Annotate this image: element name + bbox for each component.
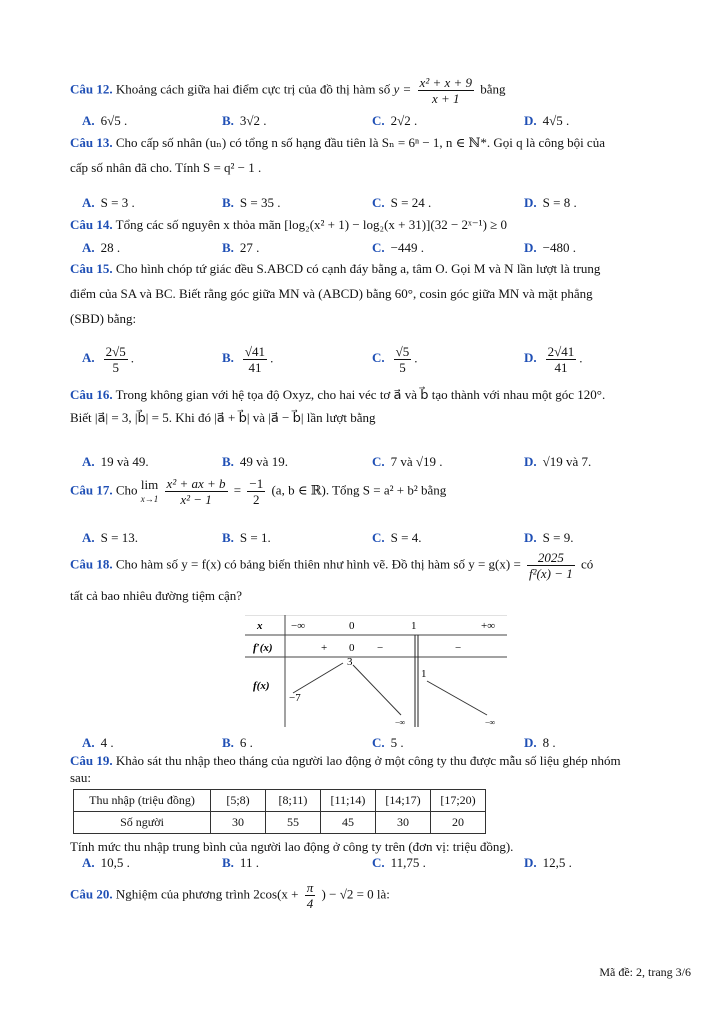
table-cell: 45 — [321, 812, 376, 834]
option-tail: . — [130, 350, 135, 366]
option-a[interactable] — [82, 735, 114, 751]
fprime-label: f′(x) — [253, 642, 273, 654]
option-b[interactable] — [222, 240, 259, 256]
option-c[interactable] — [372, 240, 424, 256]
limit-fraction — [165, 476, 228, 507]
table-cell: Số người — [74, 812, 211, 834]
fraction-denominator: 2 — [253, 492, 260, 507]
option-value: 12,5 . — [542, 855, 572, 870]
option-value: S = 1. — [239, 530, 271, 545]
option-value: S = 4. — [390, 530, 422, 545]
option-letter: A. — [82, 454, 95, 469]
f-value: −∞ — [485, 718, 496, 727]
option-value: −480 . — [542, 240, 576, 255]
question-label: Câu 14. — [70, 217, 113, 232]
f-value: 3 — [347, 656, 353, 668]
option-c[interactable] — [372, 195, 431, 211]
option-d[interactable] — [524, 855, 572, 871]
increase-arrow — [293, 663, 343, 693]
fprime-sign: − — [455, 642, 462, 654]
question-text: Cho hàm số y = f(x) có bảng biến thiên như hình vẽ. Đồ thị hàm số y = g(x) = — [115, 556, 521, 572]
question-label: Câu 13. — [70, 135, 113, 150]
f-value: 1 — [421, 668, 427, 680]
option-value: S = 9. — [542, 530, 574, 545]
option-c[interactable] — [372, 735, 404, 751]
option-letter: D. — [524, 240, 537, 255]
option-letter: C. — [372, 113, 385, 128]
option-fraction — [243, 344, 267, 375]
f-value: −∞ — [395, 718, 406, 727]
option-tail: . — [414, 350, 418, 366]
question-label: Câu 19. — [70, 753, 113, 768]
option-letter: B. — [222, 735, 234, 750]
income-table — [73, 789, 486, 834]
option-letter: D. — [524, 350, 537, 366]
function-lhs: y = — [393, 81, 412, 97]
fprime-sign: + — [321, 642, 328, 654]
question-19 — [70, 752, 692, 786]
option-value: 49 và 19. — [239, 454, 288, 469]
question-12 — [70, 75, 692, 106]
option-letter: B. — [222, 454, 234, 469]
option-value: 8 . — [542, 735, 556, 750]
option-fraction — [394, 344, 412, 375]
option-value: 11,75 . — [390, 855, 426, 870]
option-c[interactable] — [372, 344, 418, 375]
option-letter: A. — [82, 113, 95, 128]
options-14 — [70, 240, 692, 260]
option-b[interactable] — [222, 195, 280, 211]
option-letter: B. — [222, 855, 234, 870]
question-text-line2: tất cả bao nhiêu đường tiệm cận? — [70, 588, 243, 603]
option-a[interactable] — [82, 113, 127, 129]
option-letter: B. — [222, 113, 234, 128]
option-a[interactable] — [82, 195, 135, 211]
question-text: Cho — [115, 482, 138, 498]
question-text-line2: cấp số nhân đã cho. Tính S = q² − 1 . — [70, 160, 262, 175]
question-label: Câu 18. — [70, 556, 113, 572]
option-value: 4√5 . — [542, 113, 570, 128]
x-value: 1 — [411, 620, 417, 632]
table-cell: [17;20) — [431, 790, 486, 812]
question-14 — [70, 216, 692, 233]
limit-value-fraction — [247, 476, 265, 507]
options-16 — [70, 454, 692, 474]
limit-word: lim — [140, 476, 159, 492]
fraction-denominator: 4 — [306, 896, 314, 911]
option-tail: . — [579, 350, 583, 366]
question-label: Câu 15. — [70, 261, 113, 276]
question-text: Khoảng cách giữa hai điểm cực trị của đồ thị hàm số — [115, 81, 391, 97]
options-12 — [70, 113, 692, 133]
option-letter: A. — [82, 735, 95, 750]
question-text: Nghiệm của phương trình 2cos(x + — [115, 886, 299, 902]
option-c[interactable] — [372, 530, 421, 546]
option-d[interactable] — [524, 240, 576, 256]
option-letter: C. — [372, 735, 385, 750]
question-20 — [70, 880, 692, 911]
option-letter: D. — [524, 454, 537, 469]
fraction-numerator: 2√41 — [547, 344, 575, 359]
f-label: f(x) — [253, 680, 270, 692]
question-text: Trong không gian với hệ tọa độ Oxyz, cho hai véc tơ a⃗ và b⃗ tạo thành với nhau một góc 120°. — [115, 387, 606, 402]
fraction-numerator: √41 — [244, 344, 266, 359]
question-15 — [70, 260, 692, 327]
option-d[interactable] — [524, 454, 591, 470]
variation-table — [245, 615, 507, 727]
question-label: Câu 20. — [70, 886, 113, 902]
function-fraction — [418, 75, 474, 106]
table-cell: [8;11) — [266, 790, 321, 812]
option-letter: A. — [82, 855, 95, 870]
option-a[interactable] — [82, 454, 149, 470]
fraction-denominator: 5 — [112, 360, 119, 375]
f-value: −7 — [289, 692, 301, 704]
option-value: √19 và 7. — [542, 454, 592, 469]
x-label: x — [257, 620, 263, 632]
option-b[interactable] — [222, 855, 259, 871]
question-text-line2: sau: — [70, 770, 91, 785]
question-text-end: có — [581, 556, 594, 572]
question-text-line2: điểm của SA và BC. Biết rằng góc giữa MN và (ABCD) bằng 60°, cosin góc giữa MN và mặt phẳng — [70, 286, 593, 301]
fraction-numerator: −1 — [249, 476, 264, 491]
table-cell: Thu nhập (triệu đồng) — [74, 790, 211, 812]
option-letter: C. — [372, 530, 385, 545]
option-letter: B. — [222, 530, 234, 545]
option-letter: B. — [222, 195, 234, 210]
option-value: 28 . — [100, 240, 121, 255]
option-tail: . — [270, 350, 274, 366]
option-value: 5 . — [390, 735, 404, 750]
option-value: 6 . — [239, 735, 253, 750]
fraction-numerator: x² + x + 9 — [419, 75, 473, 90]
options-17 — [70, 530, 692, 550]
g-fraction — [527, 550, 575, 581]
option-letter: B. — [222, 240, 234, 255]
option-letter: C. — [372, 454, 385, 469]
option-a[interactable] — [82, 240, 120, 256]
options-13 — [70, 195, 692, 215]
option-b[interactable] — [222, 735, 253, 751]
option-a[interactable] — [82, 344, 134, 375]
option-d[interactable] — [524, 530, 573, 546]
fprime-sign: − — [377, 642, 384, 654]
option-value: 4 . — [100, 735, 114, 750]
options-19 — [70, 855, 692, 875]
option-letter: A. — [82, 195, 95, 210]
table-cell: [5;8) — [211, 790, 266, 812]
table-cell: 30 — [376, 812, 431, 834]
option-value: S = 3 . — [100, 195, 135, 210]
option-letter: B. — [222, 350, 234, 366]
option-letter: D. — [524, 195, 537, 210]
option-letter: A. — [82, 350, 95, 366]
table-cell: [11;14) — [321, 790, 376, 812]
option-value: 11 . — [239, 855, 259, 870]
option-c[interactable] — [372, 113, 417, 129]
option-value: 3√2 . — [239, 113, 267, 128]
question-13 — [70, 134, 692, 176]
fprime-sign: 0 — [349, 642, 355, 654]
option-b[interactable] — [222, 454, 288, 470]
option-c[interactable] — [372, 855, 426, 871]
option-b[interactable] — [222, 344, 273, 375]
question-label: Câu 17. — [70, 482, 113, 498]
income-table-wrap — [73, 789, 486, 834]
option-value: 27 . — [239, 240, 260, 255]
option-letter: C. — [372, 240, 385, 255]
fraction-denominator: 41 — [554, 360, 568, 375]
fraction-numerator: x² + ax + b — [166, 476, 226, 491]
question-text: Cho cấp số nhân (uₙ) có tổng n số hạng đầu tiên là Sₙ = 6ⁿ − 1, n ∈ ℕ*. Gọi q là công bội của — [115, 135, 605, 150]
fraction-numerator: 2025 — [527, 550, 575, 566]
option-letter: A. — [82, 240, 95, 255]
option-b[interactable] — [222, 113, 267, 129]
option-d[interactable] — [524, 344, 583, 375]
option-value: 6√5 . — [100, 113, 128, 128]
x-value: −∞ — [291, 620, 306, 632]
option-letter: D. — [524, 855, 537, 870]
question-text-end: bằng — [480, 81, 506, 97]
pi-fraction — [305, 880, 316, 911]
option-value: 7 và √19 . — [390, 454, 443, 469]
question-text-end: ) − √2 = 0 là: — [321, 886, 390, 902]
option-d[interactable] — [524, 113, 569, 129]
option-letter: D. — [524, 530, 537, 545]
question-label: Câu 12. — [70, 81, 113, 97]
limit-subscript: x→1 — [140, 493, 159, 504]
question-16 — [70, 386, 692, 426]
table-cell: 20 — [431, 812, 486, 834]
option-value: S = 35 . — [239, 195, 281, 210]
question-17: Câu 17. Cho lim x→1 $\frac{\text{x² + ax + b}}{\text{x² − 1}}$ = $\frac{-1}{2}$ (a, b ∈ ℝ). Tổng S = a² + b² bằng — [70, 476, 447, 507]
option-letter: D. — [524, 113, 537, 128]
question-text: Tổng các số nguyên x thỏa mãn [log₂(x² + 1) − log₂(x + 31)](32 − 2ˣ⁻¹) ≥ 0 — [115, 217, 508, 232]
table-row — [74, 790, 486, 812]
options-15 — [70, 344, 692, 384]
option-letter: A. — [82, 530, 95, 545]
option-value: 2√2 . — [390, 113, 418, 128]
option-c[interactable] — [372, 454, 443, 470]
decrease-arrow — [427, 681, 487, 715]
option-letter: C. — [372, 855, 385, 870]
fraction-numerator: 2√5 — [105, 344, 126, 359]
x-value: +∞ — [481, 620, 496, 632]
x-value: 0 — [349, 620, 355, 632]
table-row — [74, 812, 486, 834]
option-d[interactable] — [524, 195, 577, 211]
option-value: −449 . — [390, 240, 424, 255]
option-letter: C. — [372, 350, 385, 366]
question-label: Câu 16. — [70, 387, 113, 402]
table-cell: 55 — [266, 812, 321, 834]
question-text-line3: Tính mức thu nhập trung bình của người lao động ở công ty trên (đơn vị: triệu đồng). — [70, 839, 514, 854]
option-fraction — [104, 344, 128, 375]
question-text: Khảo sát thu nhập theo tháng của người lao động ở một công ty thu được mẫu số liệu ghép nhóm — [115, 753, 621, 768]
option-value: 10,5 . — [100, 855, 130, 870]
question-text-line2: Biết |a⃗| = 3, |b⃗| = 5. Khi đó |a⃗ + b⃗| và |a⃗ − b⃗| lần lượt bằng — [70, 410, 376, 425]
option-value: 19 và 49. — [100, 454, 149, 469]
option-letter: C. — [372, 195, 385, 210]
limit-operator — [141, 478, 159, 506]
question-18 — [70, 550, 692, 604]
fraction-denominator: 41 — [248, 360, 262, 375]
option-d[interactable] — [524, 735, 556, 751]
fraction-numerator: π — [306, 880, 314, 895]
table-cell: 30 — [211, 812, 266, 834]
fraction-denominator: 5 — [399, 360, 406, 375]
table-cell: [14;17) — [376, 790, 431, 812]
option-value: S = 24 . — [390, 195, 432, 210]
option-value: S = 13. — [100, 530, 138, 545]
question-text-end: (a, b ∈ ℝ). Tổng S = a² + b² bằng — [271, 482, 447, 498]
option-a[interactable] — [82, 530, 138, 546]
fraction-denominator: x² − 1 — [180, 492, 212, 507]
option-b[interactable] — [222, 530, 271, 546]
fraction-numerator: √5 — [395, 344, 410, 359]
option-fraction — [546, 344, 577, 375]
option-a[interactable] — [82, 855, 130, 871]
question-text-line3: (SBD) bằng: — [70, 311, 137, 326]
question-text: Cho hình chóp tứ giác đều S.ABCD có cạnh đáy bằng a, tâm O. Gọi M và N lần lượt là trung — [115, 261, 601, 276]
decrease-arrow — [353, 665, 401, 715]
option-letter: D. — [524, 735, 537, 750]
fraction-denominator: f²(x) − 1 — [529, 566, 573, 581]
option-value: S = 8 . — [542, 195, 577, 210]
page-footer: Mã đề: 2, trang 3/6 — [599, 965, 691, 979]
fraction-denominator: x + 1 — [432, 91, 460, 106]
